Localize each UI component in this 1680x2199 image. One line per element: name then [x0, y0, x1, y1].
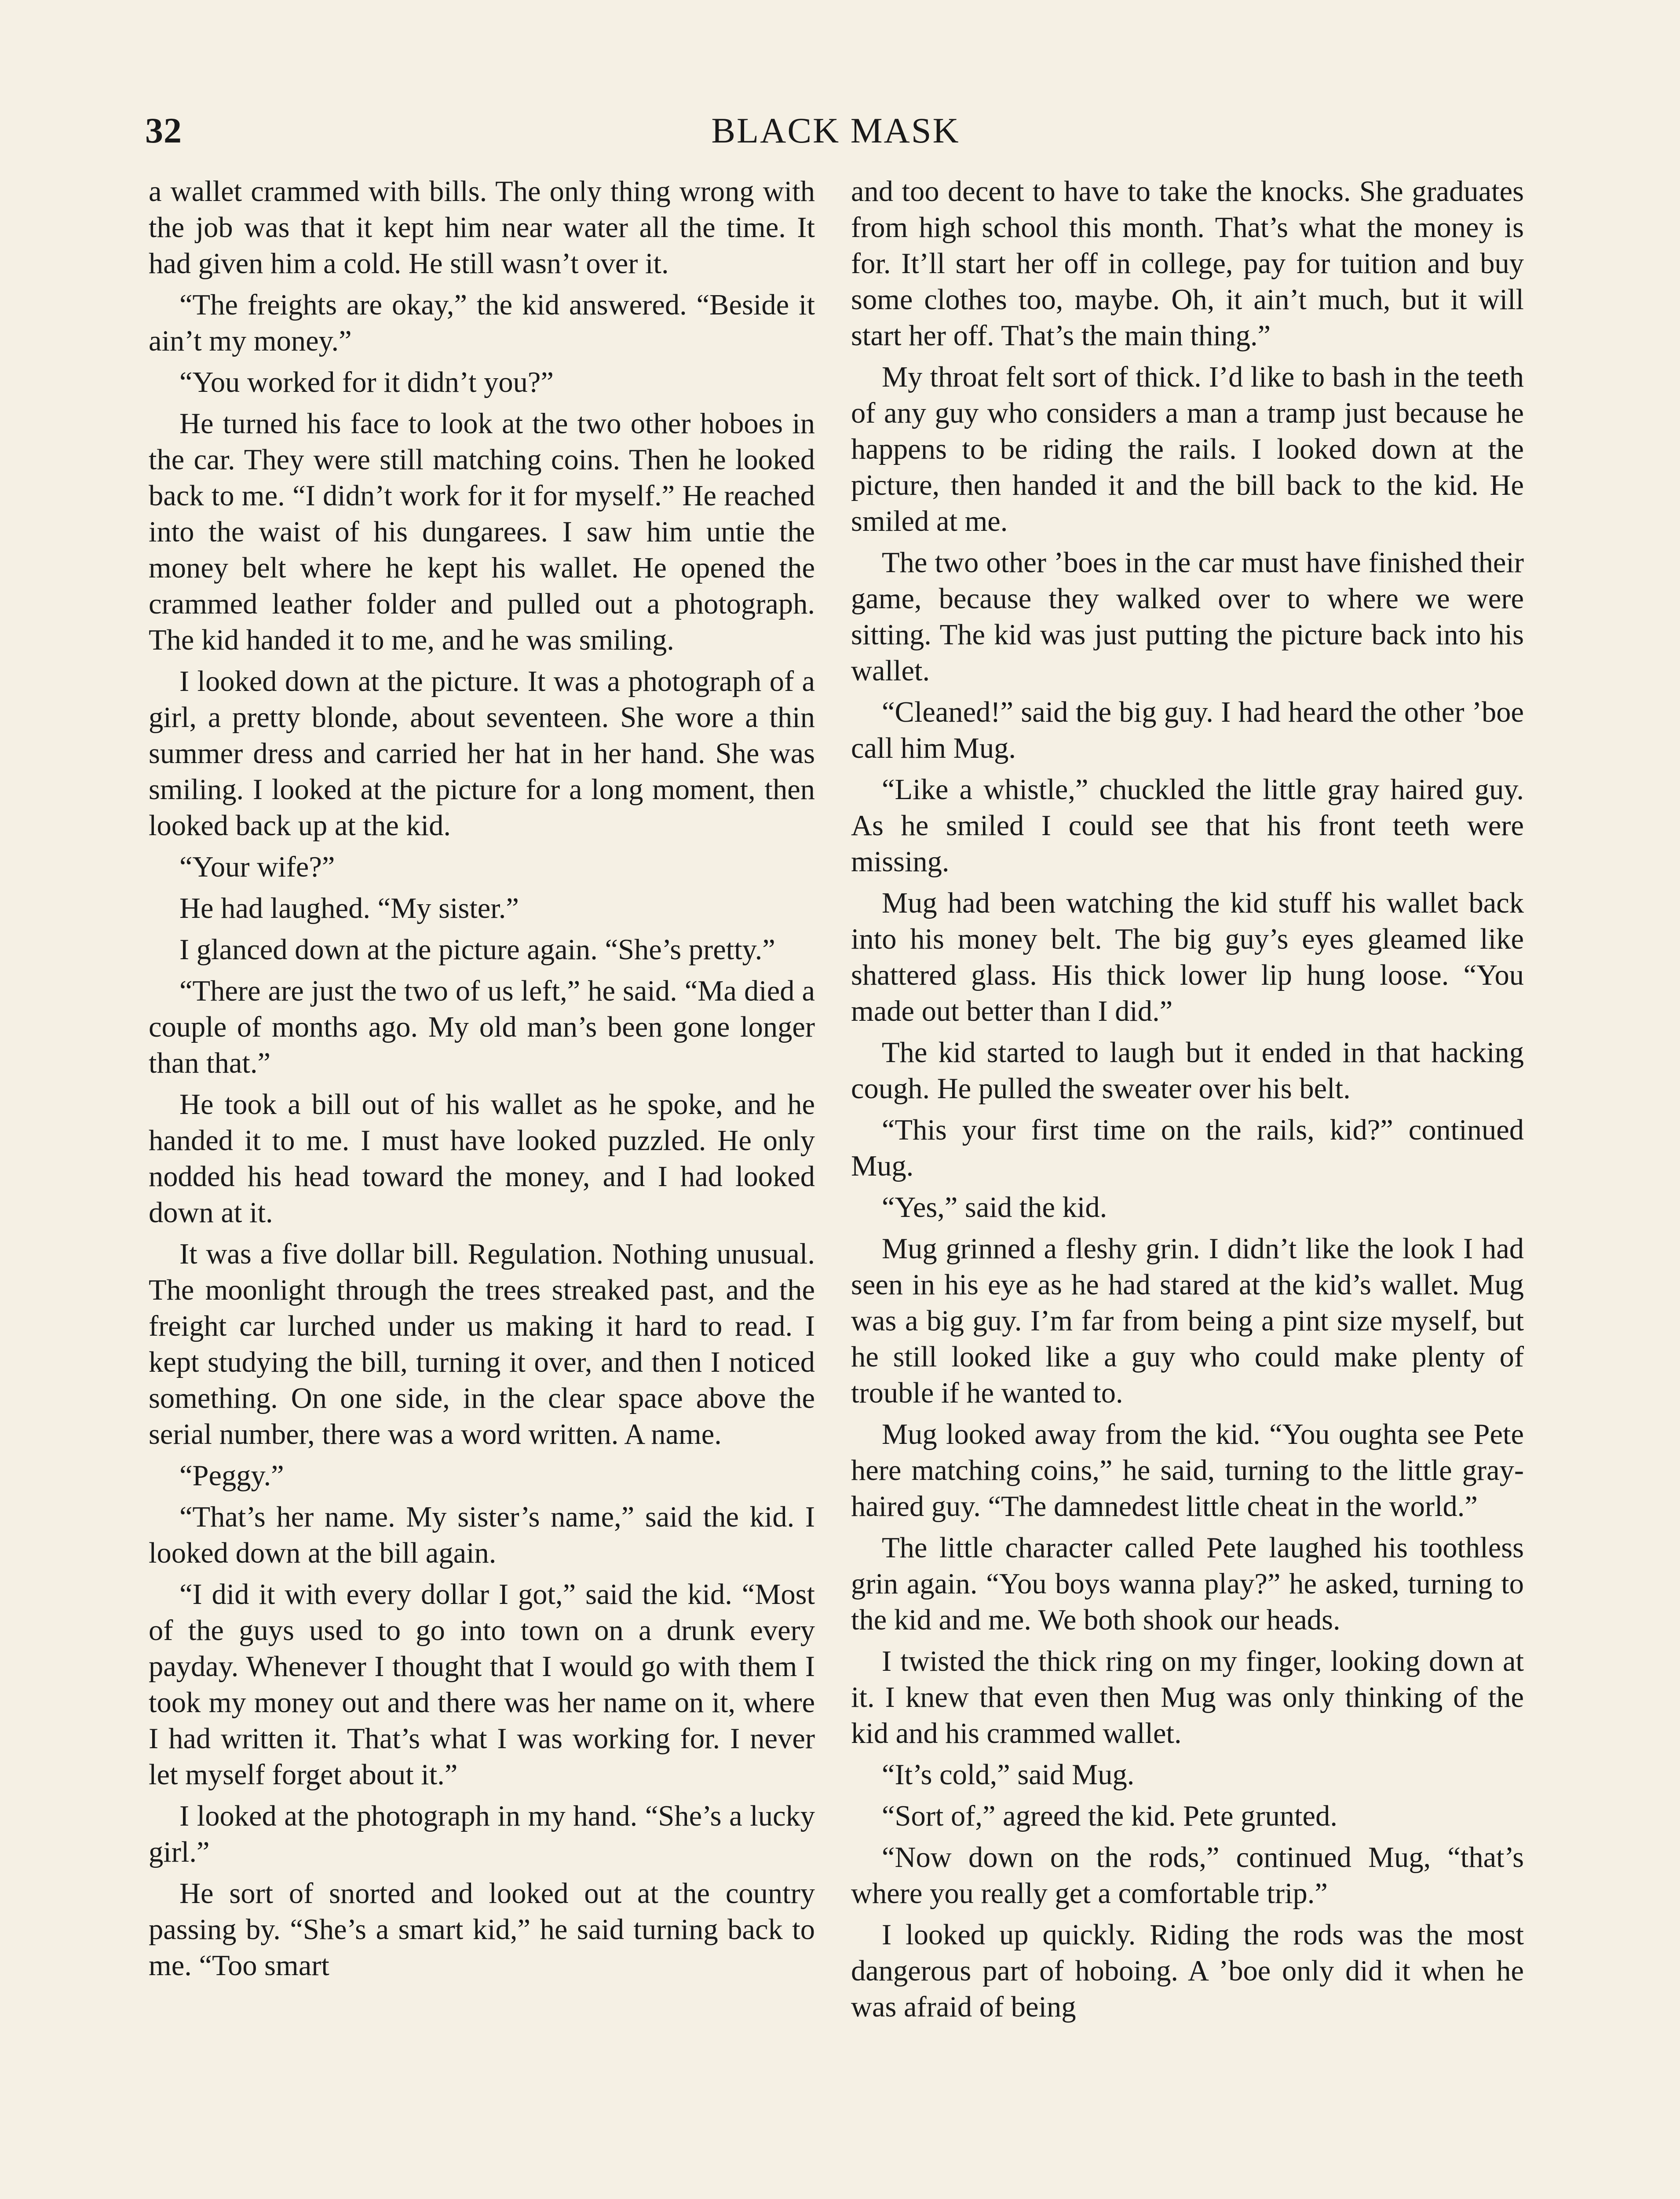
page-header [145, 110, 1526, 158]
page-number: 32 [145, 110, 182, 150]
paragraph: “Now down on the rods,” continued Mug, “that’s where you really get a comfortable trip.” [851, 1841, 1524, 1910]
paragraph: “Like a whistle,” chuckled the little gray haired guy. As he smiled I could see that his front teeth were missing. [851, 774, 1524, 878]
paragraph: It was a five dollar bill. Regulation. Nothing unusual. The moonlight through the trees streaked past, and the freight car lurched under us making it hard to read. I kept studying the bill, turning it over, and then I noticed something. On one side, in the clear space above the serial number, there was a word written. A name. [149, 1238, 815, 1450]
paragraph: “There are just the two of us left,” he said. “Ma died a couple of months ago. My old man’s been gone longer than that.” [149, 975, 815, 1079]
paragraph: “You worked for it didn’t you?” [179, 366, 554, 398]
paragraph: He sort of snorted and looked out at the country passing by. “She’s a smart kid,” he said turning back to me. “Too smart [149, 1878, 815, 1982]
paragraph: “Your wife?” [179, 851, 335, 883]
paragraph: “The freights are okay,” the kid answered. “Beside it ain’t my money.” [149, 289, 815, 357]
paragraph: The little character called Pete laughed his toothless grin again. “You boys wanna play?” he asked, turning to the kid and me. We both shook our heads. [851, 1532, 1524, 1636]
paragraph: Mug had been watching the kid stuff his wallet back into his money belt. The big guy’s eyes gleamed like shattered glass. His thick lower lip hung loose. “You made out better than I did.” [851, 887, 1524, 1027]
paragraph: “I did it with every dollar I got,” said the kid. “Most of the guys used to go into town on a drunk every payday. Whenever I thought that I would go with them I took my money out and there was her name on it, where I had written it. That’s what I was working for. I never let myself forget about it.” [149, 1578, 815, 1791]
paragraph: “Cleaned!” said the big guy. I had heard the other ’boe call him Mug. [851, 696, 1524, 764]
left-column [149, 174, 815, 1989]
paragraph: He had laughed. “My sister.” [179, 892, 519, 924]
paragraph: My throat felt sort of thick. I’d like to bash in the teeth of any guy who considers a man a tramp just because he happens to be riding the rails. I looked down at the picture, then handed it and the bill back to the kid. He smiled at me. [851, 361, 1524, 537]
paragraph: I looked at the photograph in my hand. “She’s a lucky girl.” [149, 1800, 815, 1868]
paragraph: I looked up quickly. Riding the rods was the most dangerous part of hoboing. A ’boe only did it when he was afraid of being [851, 1919, 1524, 2023]
paragraph: He turned his face to look at the two other hoboes in the car. They were still matching coins. Then he looked back to me. “I didn’t work for it for myself.” He reached into the waist of his dungarees. I saw him untie the money belt where he kept his wallet. He opened the crammed leather folder and pulled out a photograph. The kid handed it to me, and he was smiling. [149, 408, 815, 656]
right-column [851, 174, 1524, 2031]
paragraph: Mug grinned a fleshy grin. I didn’t like the look I had seen in his eye as he had stared at the kid’s wallet. Mug was a big guy. I’m far from being a pint size myself, but he still looked like a guy who could make plenty of trouble if he wanted to. [851, 1233, 1524, 1409]
paragraph: The two other ’boes in the car must have finished their game, because they walked over to where we were sitting. The kid was just putting the picture back into his wallet. [851, 547, 1524, 687]
running-title: BLACK MASK [711, 110, 960, 150]
paragraph: I glanced down at the picture again. “She’s pretty.” [179, 934, 775, 966]
paragraph: “Sort of,” agreed the kid. Pete grunted. [882, 1800, 1337, 1832]
paragraph: “Yes,” said the kid. [882, 1191, 1107, 1224]
paragraph: “That’s her name. My sister’s name,” said the kid. I looked down at the bill again. [149, 1501, 815, 1569]
paragraph: I twisted the thick ring on my finger, looking down at it. I knew that even then Mug was only thinking of the kid and his crammed wallet. [851, 1645, 1524, 1750]
paragraph: “Peggy.” [179, 1460, 284, 1492]
paragraph: He took a bill out of his wallet as he spoke, and he handed it to me. I must have looked puzzled. He only nodded his head toward the money, and I had looked down at it. [149, 1089, 815, 1229]
paragraph: and too decent to have to take the knocks. She graduates from high school this month. That’s what the money is for. It’ll start her off in college, pay for tuition and buy some clothes too, maybe. Oh, it ain’t much, but it will start her off. That’s the main thing.” [851, 175, 1524, 352]
paragraph: I looked down at the picture. It was a photograph of a girl, a pretty blonde, about seventeen. She wore a thin summer dress and carried her hat in her hand. She was smiling. I looked at the picture for a long moment, then looked back up at the kid. [149, 665, 815, 842]
paragraph: The kid started to laugh but it ended in that hacking cough. He pulled the sweater over his belt. [851, 1037, 1524, 1105]
paragraph: “It’s cold,” said Mug. [882, 1759, 1135, 1791]
paragraph: “This your first time on the rails, kid?” continued Mug. [851, 1114, 1524, 1182]
paragraph: Mug looked away from the kid. “You oughta see Pete here matching coins,” he said, turning to the little gray-haired guy. “The damnedest little cheat in the world.” [851, 1418, 1524, 1523]
paragraph: a wallet crammed with bills. The only thing wrong with the job was that it kept him near water all the time. It had given him a cold. He still wasn’t over it. [149, 175, 815, 280]
